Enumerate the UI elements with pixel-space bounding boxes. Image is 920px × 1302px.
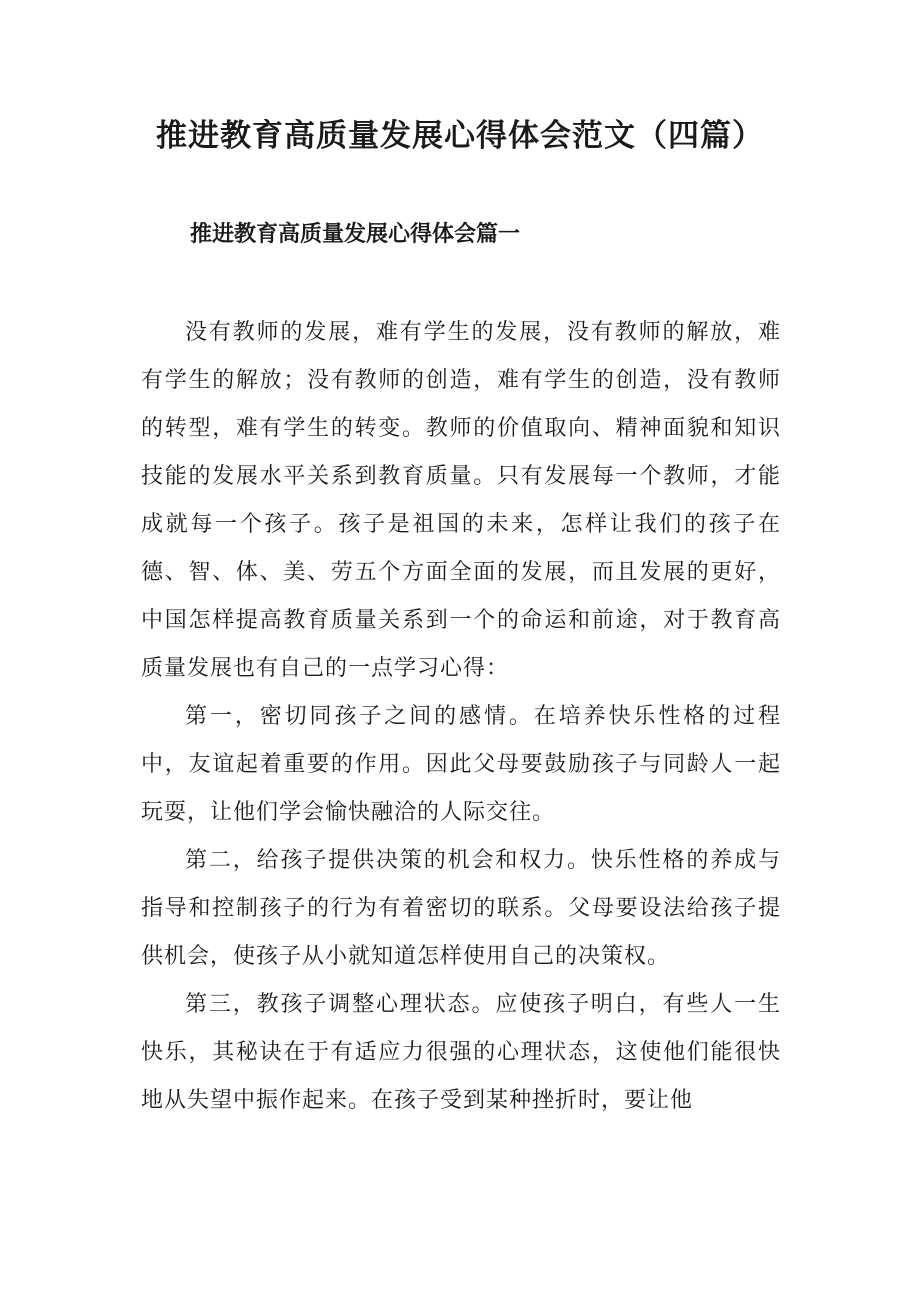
paragraph-second-point: 第二，给孩子提供决策的机会和权力。快乐性格的养成与指导和控制孩子的行为有着密切的联系。父母要设法给孩子提供机会，使孩子从小就知道怎样使用自己的决策权。 xyxy=(141,848,781,969)
paragraph-third-point: 第三，教孩子调整心理状态。应使孩子明白，有些人一生快乐，其秘诀在于有适应力很强的心理状态，这使他们能很快地从失望中振作起来。在孩子受到某种挫折时，要让他 xyxy=(141,992,781,1113)
document-body xyxy=(141,309,781,1125)
paragraph-intro: 没有教师的发展，难有学生的发展，没有教师的解放，难有学生的解放；没有教师的创造，难有学生的创造，没有教师的转型，难有学生的转变。教师的价值取向、精神面貌和知识技能的发展水平关系到教育质量。只有发展每一个教师，才能成就每一个孩子。孩子是祖国的未来，怎样让我们的孩子在德、智、体、美、劳五个方面全面的发展，而且发展的更好，中国怎样提高教育质量关系到一个的命运和前途，对于教育高质量发展也有自己的一点学习心得： xyxy=(141,320,781,681)
paragraph-first-point: 第一，密切同孩子之间的感情。在培养快乐性格的过程中，友谊起着重要的作用。因此父母要鼓励孩子与同龄人一起玩耍，让他们学会愉快融洽的人际交往。 xyxy=(141,704,781,825)
document-title: 推进教育高质量发展心得体会范文（四篇） xyxy=(156,118,764,154)
section-heading: 推进教育高质量发展心得体会篇一 xyxy=(190,222,521,247)
